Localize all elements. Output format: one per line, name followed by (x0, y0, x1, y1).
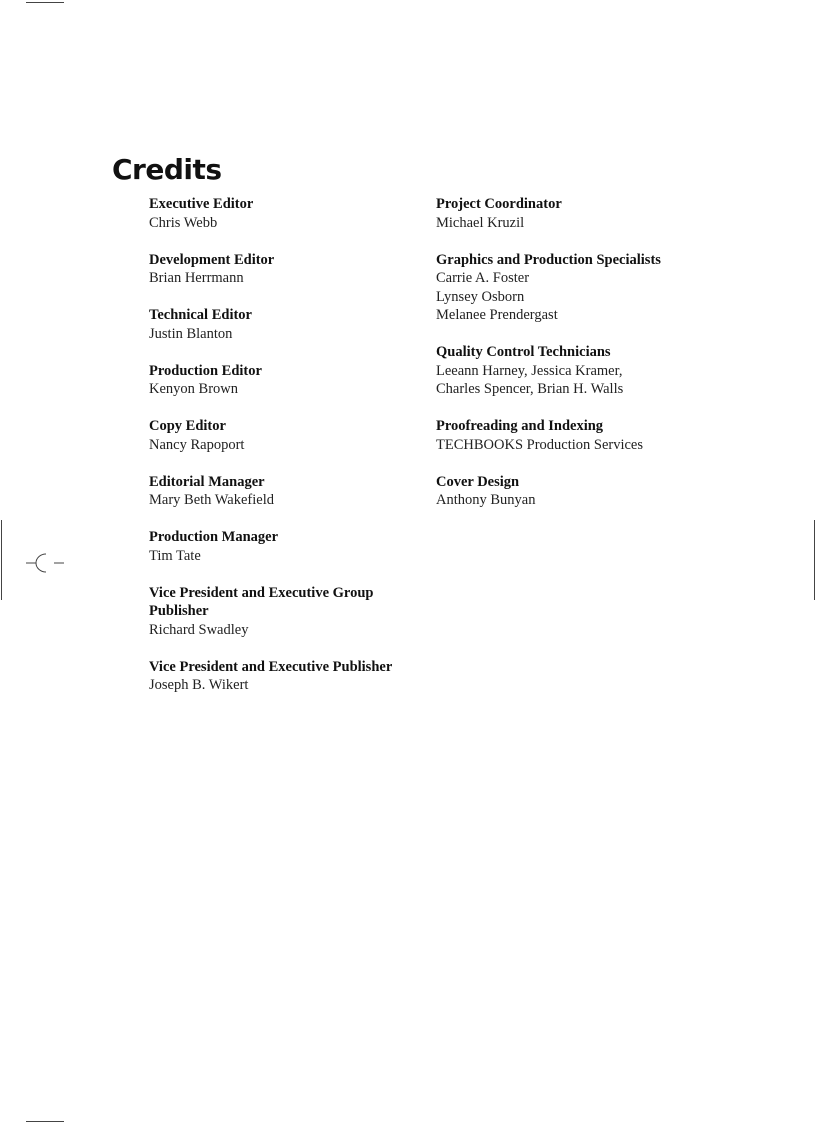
crop-mark-left-middle (1, 520, 2, 600)
credit-name: Justin Blanton (149, 325, 233, 342)
credit-entry-graphics-production-specialists (436, 251, 706, 325)
credits-column-right (436, 195, 706, 510)
credit-role: Quality Control Technicians (436, 344, 611, 360)
credit-role: Editorial Manager (149, 473, 265, 490)
credit-entry-copy-editor (149, 417, 409, 454)
credit-role: Executive Editor (149, 196, 254, 212)
credit-name: Kenyon Brown (149, 381, 239, 397)
crop-mark-top-left (26, 2, 64, 3)
credit-entry-development-editor (149, 251, 409, 288)
credit-entry-project-coordinator (436, 195, 706, 232)
credit-name: Tim Tate (149, 547, 201, 564)
credit-entry-proofreading-indexing (436, 417, 706, 454)
credit-name: Charles Spencer, Brian H. Walls (436, 381, 624, 397)
credit-name: Richard Swadley (149, 621, 249, 638)
credit-entry-technical-editor (149, 306, 409, 343)
credit-role: Cover Design (436, 473, 520, 490)
credit-name: Mary Beth Wakefield (149, 492, 274, 508)
credit-role: Development Editor (149, 251, 275, 268)
credit-entry-editorial-manager (149, 473, 409, 510)
credit-entry-vp-executive-group-publisher (149, 584, 409, 640)
credit-name: Nancy Rapoport (149, 436, 245, 453)
credit-name: TECHBOOKS Production Services (436, 436, 644, 453)
credit-entry-production-manager (149, 528, 409, 565)
credit-entry-production-editor (149, 362, 409, 399)
credit-entry-quality-control-technicians (436, 343, 706, 399)
credit-name: Leeann Harney, Jessica Kramer, (436, 362, 623, 379)
credit-role: Production Manager (149, 529, 279, 545)
credit-name: Michael Kruzil (436, 214, 525, 231)
credit-name: Joseph B. Wikert (149, 677, 249, 693)
credit-role: Vice President and Executive Publisher (149, 658, 393, 675)
credit-entry-executive-editor (149, 195, 409, 232)
credit-name: Lynsey Osborn (436, 288, 525, 305)
credit-name: Chris Webb (149, 214, 218, 231)
registration-mark-icon (24, 550, 66, 574)
credit-role: Project Coordinator (436, 196, 562, 212)
credit-entry-vp-executive-publisher (149, 658, 409, 695)
credit-role: Production Editor (149, 362, 262, 379)
credit-name: Melanee Prendergast (436, 307, 558, 323)
credit-entry-cover-design (436, 473, 706, 510)
credit-name: Brian Herrmann (149, 270, 244, 286)
credit-name: Carrie A. Foster (436, 270, 530, 286)
credit-role: Proofreading and Indexing (436, 418, 604, 434)
crop-mark-right-middle (814, 520, 815, 600)
credits-column-left (149, 195, 409, 695)
credit-role: Technical Editor (149, 307, 252, 323)
page-title: Credits (112, 153, 222, 186)
credit-role: Graphics and Production Specialists (436, 251, 661, 268)
credit-name: Anthony Bunyan (436, 492, 536, 508)
credit-role: Copy Editor (149, 418, 226, 434)
crop-mark-bottom-left (26, 1121, 64, 1122)
credit-role: Vice President and Executive Group Publisher (149, 584, 374, 619)
